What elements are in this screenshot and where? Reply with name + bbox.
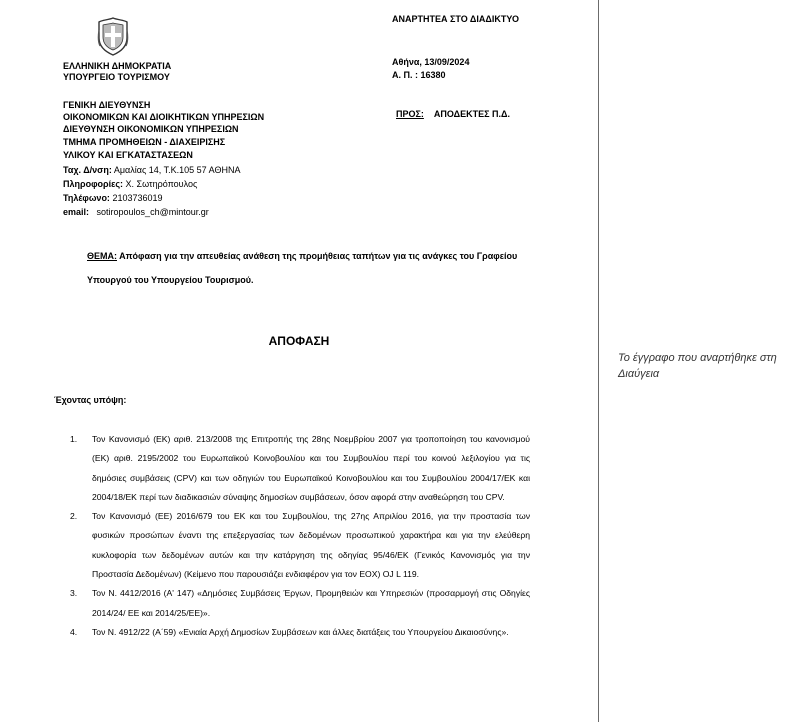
recipients-value: ΑΠΟΔΕΚΤΕΣ Π.Δ. [433, 109, 511, 119]
address-row [63, 164, 241, 177]
recipients [396, 109, 510, 120]
country-name: ΕΛΛΗΝΙΚΗ ΔΗΜΟΚΡΑΤΙΑ [63, 61, 172, 71]
list-item: 1. Τον Κανονισμό (ΕΚ) αριθ. 213/2008 της Επιτροπής της 28ης Νοεμβρίου 2007 για τροποποίηση του κανονισμού (ΕΚ) αριθ. 2195/2002 του Ευρωπαϊκού Κοινοβουλίου και του Συμβουλίου περί του κοινού λεξιλογίου για τις δημόσιες συμβάσεις (CPV) και των οδηγιών του Ευρωπαϊκού Κοινοβουλίου και του Συμβουλίου 2004/17/ΕΚ και 2004/18/ΕΚ περί των διαδικασιών σύναψης δημοσίων συμβάσεων, όσον αφορά στην αναθεώρηση του CPV. [70, 434, 530, 502]
posted-online-label: ΑΝΑΡΤΗΤΕΑ ΣΤΟ ΔΙΑΔΙΚΤΥΟ [392, 14, 519, 24]
phone-value: 2103736019 [112, 193, 163, 203]
considerations-list [70, 430, 530, 642]
department-line-5: ΥΛΙΚΟΥ ΚΑΙ ΕΓΚΑΤΑΣΤΑΣΕΩΝ [63, 150, 193, 160]
subject-label: ΘΕΜΑ: [87, 251, 117, 261]
department-line-2: ΟΙΚΟΝΟΜΙΚΩΝ ΚΑΙ ΔΙΟΙΚΗΤΙΚΩΝ ΥΠΗΡΕΣΙΩΝ [63, 112, 265, 122]
considering-heading: Έχοντας υπόψη: [54, 395, 127, 405]
info-value: Χ. Σωτηρόπουλος [125, 179, 198, 189]
email-value[interactable]: sotiropoulos_ch@mintour.gr [96, 207, 209, 217]
address-value: Αμαλίας 14, Τ.Κ.105 57 ΑΘΗΝΑ [113, 165, 241, 175]
recipients-label: ΠΡΟΣ: [396, 109, 424, 119]
decision-title: ΑΠΟΦΑΣΗ [268, 334, 330, 348]
address-label: Ταχ. Δ/νση: [63, 165, 112, 175]
subject [87, 244, 527, 292]
document-date: Αθήνα, 13/09/2024 [392, 57, 470, 67]
department-line-4: ΤΜΗΜΑ ΠΡΟΜΗΘΕΙΩΝ - ΔΙΑΧΕΙΡΙΣΗΣ [63, 137, 226, 147]
phone-label: Τηλέφωνο: [63, 193, 110, 203]
email-row [63, 206, 209, 219]
info-label: Πληροφορίες: [63, 179, 124, 189]
list-item: 2. Τον Κανονισμό (ΕΕ) 2016/679 του ΕΚ και του Συμβουλίου, της 27ης Απριλίου 2016, για την προστασία των φυσικών προσώπων έναντι της επεξεργασίας των δεδομένων προσωπικού χαρακτήρα και για την ελεύθερη κυκλοφορία των δεδομένων αυτών και την κατάργηση της οδηγίας 95/46/ΕΚ (Γενικός Κανονισμός για την Προστασία Δεδομένων) (Κείμενο που παρουσιάζει ενδιαφέρον για τον ΕΟΧ) OJ L 119. [70, 511, 530, 580]
list-item: 3. Τον Ν. 4412/2016 (Α' 147) «Δημόσιες Συμβάσεις Έργων, Προμηθειών και Υπηρεσιών (προσαρμογή στις Οδηγίες 2014/24/ ΕΕ και 2014/25/ΕΕ)». [70, 588, 530, 618]
greek-coat-of-arms-icon [96, 16, 130, 56]
info-row [63, 178, 197, 191]
department-line-1: ΓΕΝΙΚΗ ΔΙΕΥΘΥΝΣΗ [63, 100, 151, 110]
list-item: 4. Τον Ν. 4912/22 (Α΄59) «Ενιαία Αρχή Δημοσίων Συμβάσεων και άλλες διατάξεις του Υπουργείου Δικαιοσύνης». [70, 626, 509, 637]
department-line-3: ΔΙΕΥΘΥΝΣΗ ΟΙΚΟΝΟΜΙΚΩΝ ΥΠΗΡΕΣΙΩΝ [63, 124, 239, 134]
protocol-number: Α. Π. : 16380 [392, 70, 446, 80]
document-caption: Το έγγραφο που αναρτήθηκε στη Διαύγεια [618, 352, 777, 380]
subject-text: Απόφαση για την απευθείας ανάθεση της προμήθειας ταπήτων για τις ανάγκες του Γραφείου Υπουργού του Υπουργείου Τουρισμού. [87, 251, 518, 285]
phone-row [63, 192, 163, 205]
ministry-name: ΥΠΟΥΡΓΕΙΟ ΤΟΥΡΙΣΜΟΥ [63, 72, 170, 82]
email-label: email: [63, 207, 90, 217]
